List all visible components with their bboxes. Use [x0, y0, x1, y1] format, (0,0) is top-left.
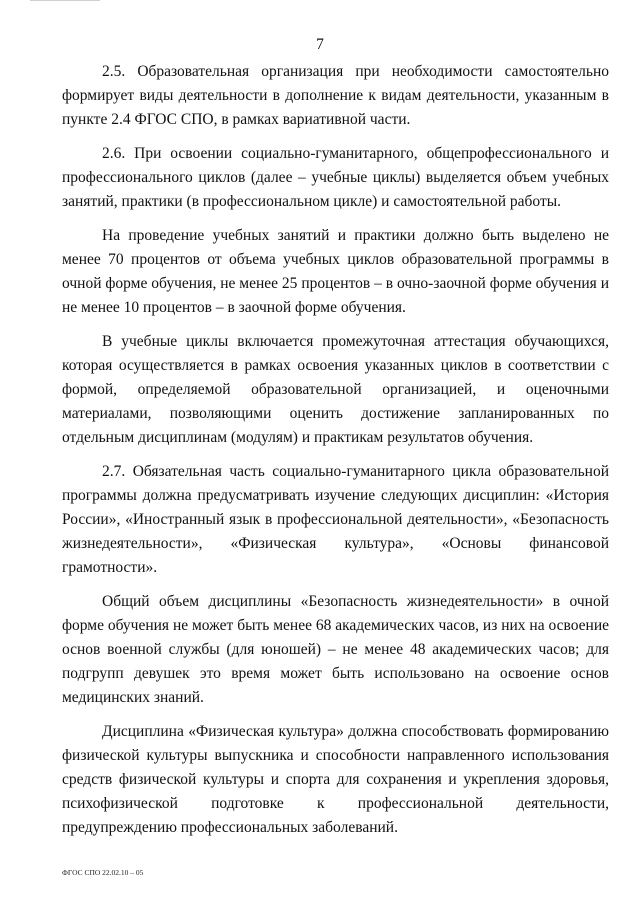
paragraph-2-7: 2.7. Обязательная часть социально-гуманитарного цикла образовательной программы должна предусматривать изучение следующих дисциплин: «История России», «Иностранный язык в профессиональной деятельности», «Безопасность жизнедеятельности», «Физическая культура», «Основы финансовой грамотности». [62, 463, 609, 576]
paragraph-2-6: 2.6. При освоении социально-гуманитарного, общепрофессионального и профессионального циклов (далее – учебные циклы) выделяется объем учебных занятий, практики (в профессиональном цикле) и самостоятельной работы. [62, 145, 609, 210]
footer-document-code: ФГОС СПО 22.02.10 – 05 [62, 868, 144, 877]
document-body [62, 60, 609, 850]
paragraph-practice-volume: На проведение учебных занятий и практики должно быть выделено не менее 70 процентов от объема учебных циклов образовательной программы в очной форме обучения, не менее 25 процентов – в очно-заочной форме обучения и не менее 10 процентов – в заочной форме обучения. [62, 227, 609, 316]
paragraph-life-safety-hours: Общий объем дисциплины «Безопасность жизнедеятельности» в очной форме обучения не может быть менее 68 академических часов, из них на освоение основ военной службы (для юношей) – не менее 48 академических часов; для подгрупп девушек это время может быть использовано на освоение основ медицинских знаний. [62, 593, 609, 706]
scan-edge-mark [30, 0, 100, 5]
page-number: 7 [316, 36, 324, 53]
paragraph-2-5: 2.5. Образовательная организация при необходимости самостоятельно формирует виды деятельности в дополнение к видам деятельности, указанным в пункте 2.4 ФГОС СПО, в рамках вариативной части. [62, 63, 609, 128]
paragraph-physical-culture: Дисциплина «Физическая культура» должна способствовать формированию физической культуры выпускника и способности направленного использования средств физической культуры и спорта для сохранения и укрепления здоровья, психофизической подготовке к профессиональной деятельности, предупреждению профессиональных заболеваний. [62, 723, 609, 836]
paragraph-interim-assessment: В учебные циклы включается промежуточная аттестация обучающихся, которая осуществляется в рамках освоения указанных циклов в соответствии с формой, определяемой образовательной организацией, и оценочными материалами, позволяющими оценить достижение запланированных по отдельным дисциплинам (модулям) и практикам результатов обучения. [62, 333, 609, 446]
